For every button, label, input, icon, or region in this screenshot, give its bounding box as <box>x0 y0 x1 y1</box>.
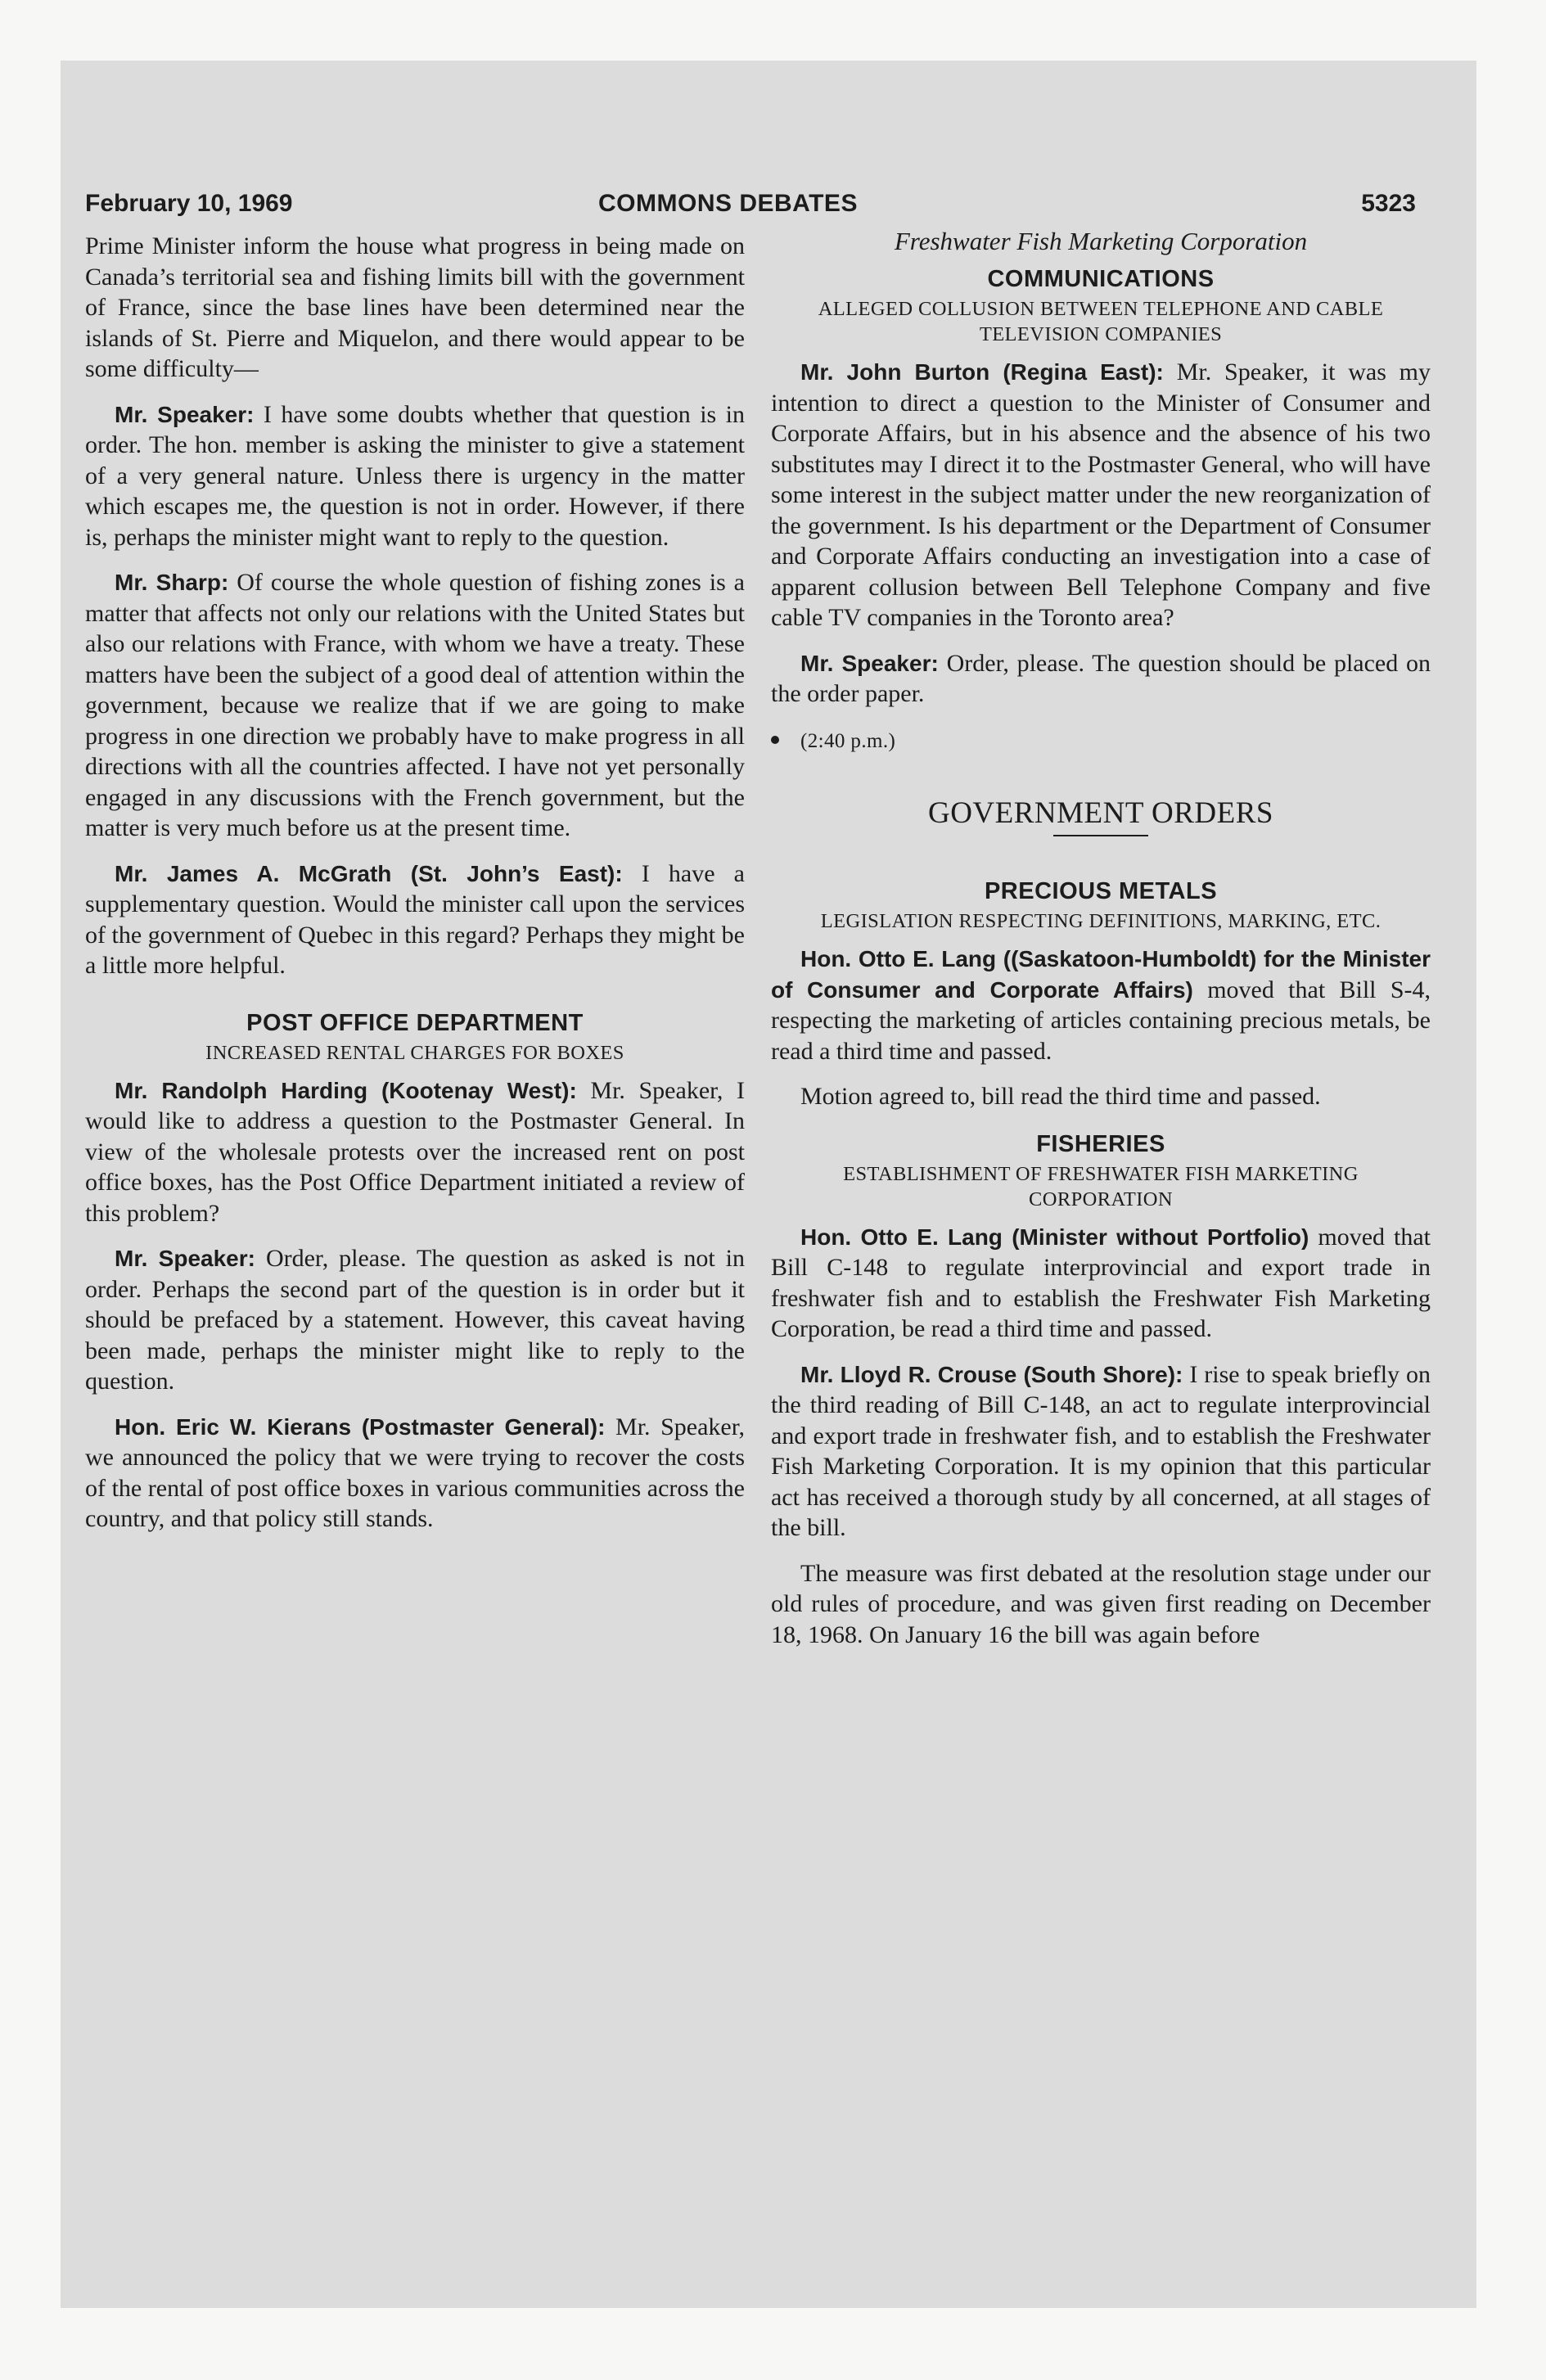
speaker-name: Hon. Eric W. Kierans (Postmaster General): <box>115 1413 606 1440</box>
page-header <box>85 190 1416 228</box>
speaker-name: Hon. Otto E. Lang (Minister without Portfolio) <box>800 1224 1309 1250</box>
speaker-name: Mr. Speaker: <box>800 650 939 676</box>
heading-rule <box>1053 835 1148 836</box>
section-heading: PRECIOUS METALS <box>984 878 1218 904</box>
right-column <box>771 226 1431 1665</box>
paragraph: Hon. Eric W. Kierans (Postmaster General): Mr. Speaker, we announced the policy that we were trying to recover the costs of the rental of post office boxes in various communities across the country, and that policy still stands. <box>85 1413 746 1532</box>
speaker-name: Mr. Sharp: <box>115 570 229 595</box>
speaker-name: Mr. Speaker: <box>115 1246 255 1271</box>
header-title: COMMONS DEBATES <box>598 190 858 217</box>
paragraph: Motion agreed to, bill read the third time and passed. <box>800 1083 1321 1110</box>
paragraph: Mr. Lloyd R. Crouse (South Shore): I rise to speak briefly on the third reading of Bill C-148, an act to regulate interprovincial and export trade in freshwater fish, and to establish the Freshwater Fish Marketing Corporation. It is my opinion that this particular act has received a thorough study by all concerned, at all stages of the bill. <box>771 1360 1431 1541</box>
speaker-name: Mr. James A. McGrath (St. John’s East): <box>115 860 623 886</box>
subsection-heading: ESTABLISHMENT OF FRESHWATER FISH MARKETING CORPORATION <box>843 1162 1359 1210</box>
running-head: Freshwater Fish Marketing Corporation <box>894 227 1308 255</box>
speaker-name: Mr. John Burton (Regina East): <box>800 359 1164 385</box>
speaker-name: Mr. Randolph Harding (Kootenay West): <box>115 1077 577 1103</box>
paragraph: Mr. Speaker: Order, please. The question as asked is not in order. Perhaps the second part of the question is in order but it should be prefaced by a statement. However, this caveat having been made, perhaps the minister might like to reply to the question. <box>85 1245 746 1395</box>
paragraph: Prime Minister inform the house what progress in being made on Canada’s territorial sea and fishing limits bill with the government of France, since the base lines have been determined near the islands of St. Pierre and Miquelon, and there would appear to be some difficulty— <box>85 232 745 382</box>
header-date: February 10, 1969 <box>85 190 293 217</box>
time-stamp: (2:40 p.m.) <box>771 724 1431 757</box>
subsection-heading: INCREASED RENTAL CHARGES FOR BOXES <box>205 1041 624 1064</box>
paragraph: Hon. Otto E. Lang ((Saskatoon-Humboldt) for the Minister of Consumer and Corporate Affairs) moved that Bill S-4, respecting the marketing of articles containing precious metals, be read a third time and passed. <box>771 946 1431 1065</box>
header-page-number: 5323 <box>1361 190 1416 217</box>
big-heading: GOVERNMENT ORDERS <box>927 796 1274 830</box>
subsection-heading: ALLEGED COLLUSION BETWEEN TELEPHONE AND CABLE TELEVISION COMPANIES <box>818 298 1384 345</box>
left-column <box>85 231 745 1549</box>
paragraph: The measure was first debated at the resolution stage under our old rules of procedure, and was given first reading on December 18, 1968. On January 16 the bill was again before <box>771 1559 1431 1648</box>
paragraph: Hon. Otto E. Lang (Minister without Portfolio) moved that Bill C-148 to regulate interprovincial and export trade in freshwater fish and to establish the Freshwater Fish Marketing Corporation, be read a third time and passed. <box>771 1223 1431 1342</box>
paragraph: Mr. James A. McGrath (St. John’s East): I have a supplementary question. Would the minister call upon the services of the government of Quebec in this regard? Perhaps they might be a little more helpful. <box>85 859 745 979</box>
paragraph: Mr. Speaker: Order, please. The question should be placed on the order paper. <box>771 649 1431 707</box>
bullet-icon <box>771 736 779 744</box>
paragraph: Mr. Randolph Harding (Kootenay West): Mr. Speaker, I would like to address a question to the Postmaster General. In view of the wholesale protests over the increased rent on post office boxes, has the Post Office Department initiated a review of this problem? <box>85 1076 746 1227</box>
speaker-name: Hon. Otto E. Lang ((Saskatoon-Humboldt) for the Minister of Consumer and Corporate Affairs) <box>771 946 1431 1003</box>
paragraph: Mr. Speaker: I have some doubts whether that question is in order. The hon. member is asking the minister to give a statement of a very general nature. Unless there is urgency in the matter which escapes me, the question is not in order. However, if there is, perhaps the minister might want to reply to the question. <box>85 400 746 551</box>
subsection-heading: LEGISLATION RESPECTING DEFINITIONS, MARKING, ETC. <box>820 910 1381 932</box>
section-heading: POST OFFICE DEPARTMENT <box>246 1009 584 1036</box>
paragraph: Mr. John Burton (Regina East): Mr. Speaker, it was my intention to direct a question to the Minister of Consumer and Corporate Affairs, but in his absence and the absence of his two substitutes may I direct it to the Postmaster General, who will have some interest in the subject matter under the new reorganization of the government. Is his department or the Department of Consumer and Corporate Affairs conducting an investigation into a case of apparent collusion between Bell Telephone Company and five cable TV companies in the Toronto area? <box>771 358 1431 631</box>
speaker-name: Mr. Speaker: <box>115 401 255 427</box>
section-heading: COMMUNICATIONS <box>987 266 1215 292</box>
paragraph: Mr. Sharp: Of course the whole question of fishing zones is a matter that affects not only our relations with the United States but also our relations with France, with whom we have a treaty. These matters have been the subject of a good deal of attention within the government, because we realize that if we are going to make progress in one direction we probably have to make progress in all directions with all the countries affected. I have not yet personally engaged in any discussions with the French government, but the matter is very much before us at the present time. <box>85 569 745 841</box>
speaker-name: Mr. Lloyd R. Crouse (South Shore): <box>800 1361 1183 1387</box>
section-heading: FISHERIES <box>1036 1130 1165 1157</box>
